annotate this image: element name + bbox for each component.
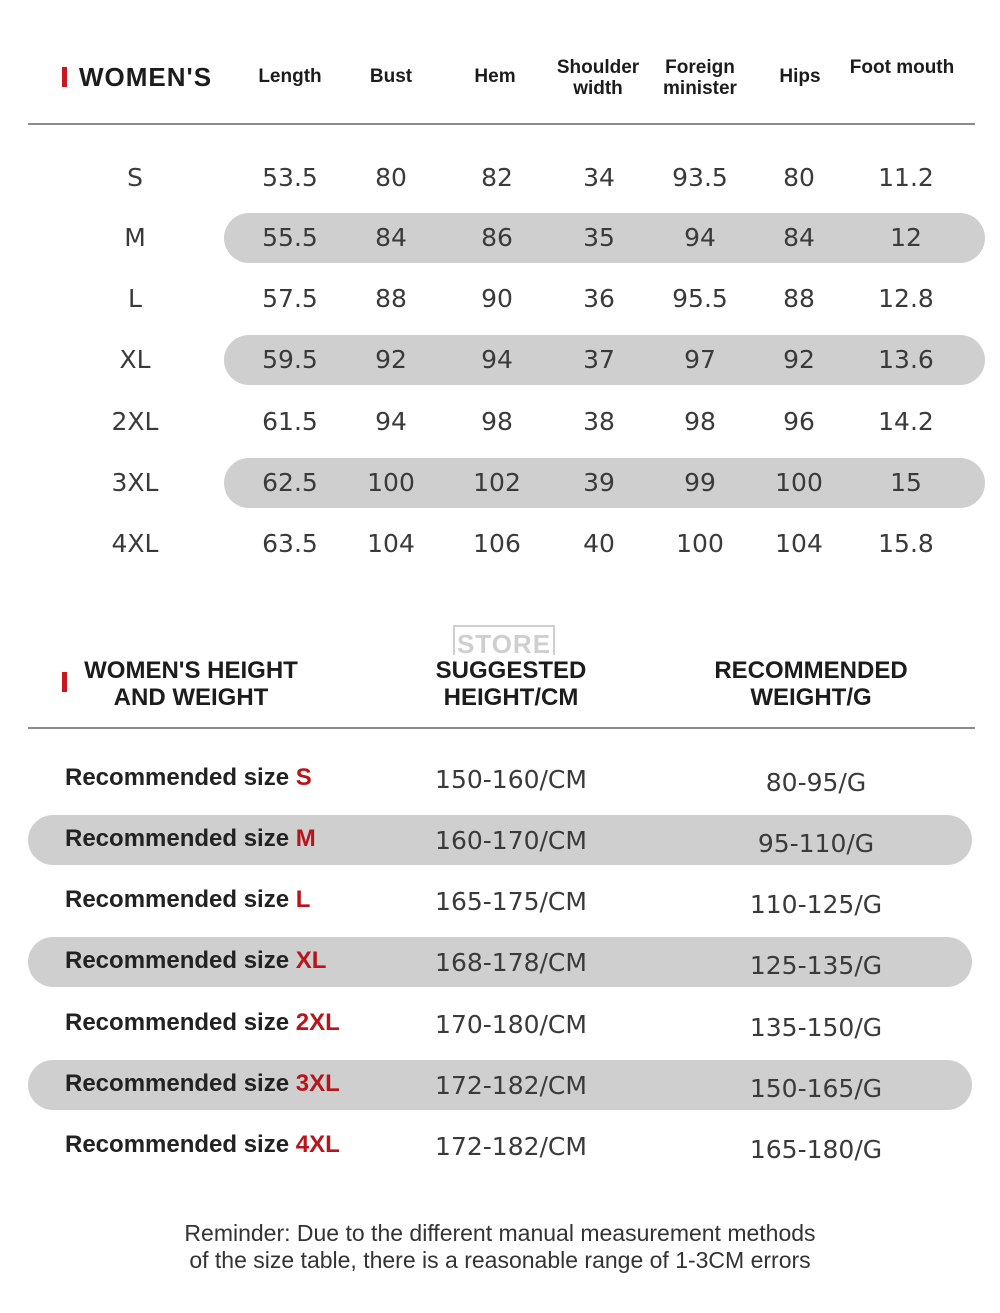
- measurement-cell: 39: [583, 468, 615, 497]
- title-line: WOMEN'S HEIGHT: [84, 657, 298, 684]
- column-header-hem: [440, 66, 550, 87]
- section-marker: [62, 672, 67, 692]
- measurement-cell: 13.6: [878, 345, 934, 374]
- measurement-cell: 35: [583, 223, 615, 252]
- measurement-cell: 92: [375, 345, 407, 374]
- measurement-cell: 36: [583, 284, 615, 313]
- measurement-cell: 55.5: [262, 223, 318, 252]
- size-cell: XL: [119, 345, 151, 374]
- measurement-cell: 94: [375, 407, 407, 436]
- size-value: 2XL: [295, 1009, 340, 1036]
- measurement-cell: 15: [890, 468, 922, 497]
- measurement-cell: 84: [375, 223, 407, 252]
- column-header-foreign-minister: [645, 57, 755, 99]
- table-row: [0, 397, 1000, 447]
- column-header-line: SUGGESTED: [435, 657, 587, 684]
- measurement-cell: 98: [481, 407, 513, 436]
- measurement-cell: 102: [473, 468, 521, 497]
- measurement-cell: 61.5: [262, 407, 318, 436]
- reminder-note: [0, 1220, 1000, 1274]
- weight-cell: 125-135/G: [749, 951, 883, 980]
- height-cell: 172-182/CM: [435, 1132, 587, 1161]
- label-prefix: Recommended size: [65, 947, 290, 974]
- table-row: [0, 213, 1000, 263]
- size-table-title: WOMEN'S: [79, 62, 213, 92]
- measurement-cell: 38: [583, 407, 615, 436]
- recommended-size-label: [65, 938, 326, 988]
- measurement-cell: 86: [481, 223, 513, 252]
- measurement-cell: 99: [684, 468, 716, 497]
- measurement-cell: 88: [783, 284, 815, 313]
- table-row: [0, 153, 1000, 203]
- table-row: [0, 1122, 1000, 1172]
- size-value: 3XL: [295, 1070, 340, 1097]
- column-header-bust: [336, 66, 446, 87]
- label-prefix: Recommended size: [65, 1131, 290, 1158]
- measurement-cell: 57.5: [262, 284, 318, 313]
- table-row: [0, 458, 1000, 508]
- store-watermark: STORE: [453, 625, 555, 655]
- table-row: [0, 335, 1000, 385]
- table-row: [0, 1000, 1000, 1050]
- size-cell: L: [128, 284, 142, 313]
- column-header-shoulder-width: [543, 57, 653, 99]
- size-value: L: [295, 886, 311, 913]
- reminder-line: of the size table, there is a reasonable range of 1-3CM errors: [189, 1247, 811, 1273]
- header-divider: [28, 727, 975, 729]
- label-prefix: Recommended size: [65, 1070, 290, 1097]
- table-row: [0, 519, 1000, 569]
- measurement-cell: 90: [481, 284, 513, 313]
- measurement-cell: 40: [583, 529, 615, 558]
- measurement-cell: 84: [783, 223, 815, 252]
- measurement-cell: 80: [375, 163, 407, 192]
- measurement-cell: 59.5: [262, 345, 318, 374]
- recommended-size-label: [65, 1061, 340, 1111]
- weight-cell: 110-125/G: [749, 890, 883, 919]
- label-prefix: Recommended size: [65, 764, 290, 791]
- height-cell: 172-182/CM: [435, 1071, 587, 1100]
- recommended-size-label: [65, 816, 316, 866]
- table-row: [0, 274, 1000, 324]
- column-header-line: RECOMMENDED: [714, 657, 908, 684]
- label-prefix: Recommended size: [65, 825, 290, 852]
- recommended-size-label: [65, 1000, 340, 1050]
- size-cell: S: [127, 163, 143, 192]
- size-cell: 4XL: [111, 529, 159, 558]
- column-header-line: WEIGHT/G: [750, 684, 872, 711]
- measurement-cell: 95.5: [672, 284, 728, 313]
- measurement-cell: 100: [367, 468, 415, 497]
- recommended-size-label: [65, 877, 310, 927]
- measurement-cell: 100: [775, 468, 823, 497]
- measurement-cell: 14.2: [878, 407, 934, 436]
- measurement-cell: 80: [783, 163, 815, 192]
- column-header-line: HEIGHT/CM: [443, 684, 579, 711]
- label-prefix: Recommended size: [65, 886, 290, 913]
- measurement-cell: 104: [775, 529, 823, 558]
- measurement-cell: 34: [583, 163, 615, 192]
- reminder-line: Reminder: Due to the different manual measurement methods: [184, 1220, 816, 1246]
- weight-cell: 135-150/G: [749, 1013, 883, 1042]
- measurement-cell: 15.8: [878, 529, 934, 558]
- column-header-recommended-weight: [701, 657, 921, 711]
- height-cell: 170-180/CM: [435, 1010, 587, 1039]
- measurement-cell: 94: [684, 223, 716, 252]
- measurement-cell: 63.5: [262, 529, 318, 558]
- size-value: M: [295, 825, 316, 852]
- title-line: AND WEIGHT: [113, 684, 269, 711]
- header-divider: [28, 123, 975, 125]
- weight-cell: 150-165/G: [749, 1074, 883, 1103]
- table-row: [0, 1061, 1000, 1111]
- measurement-cell: 100: [676, 529, 724, 558]
- weight-cell: 165-180/G: [749, 1135, 883, 1164]
- measurement-cell: 12.8: [878, 284, 934, 313]
- table-row: [0, 938, 1000, 988]
- column-header-label: Hem: [474, 66, 516, 87]
- height-cell: 165-175/CM: [435, 887, 587, 916]
- measurement-cell: 12: [890, 223, 922, 252]
- column-header-label: Bust: [369, 66, 413, 87]
- measurement-cell: 37: [583, 345, 615, 374]
- measurement-cell: 97: [684, 345, 716, 374]
- height-weight-title: [80, 657, 302, 711]
- label-prefix: Recommended size: [65, 1009, 290, 1036]
- measurement-cell: 94: [481, 345, 513, 374]
- height-cell: 168-178/CM: [435, 948, 587, 977]
- column-header-label: Hips: [779, 66, 821, 87]
- column-header-label: Foreign minister: [663, 57, 737, 99]
- table-row: [0, 816, 1000, 866]
- measurement-cell: 88: [375, 284, 407, 313]
- size-cell: 3XL: [111, 468, 159, 497]
- measurement-cell: 53.5: [262, 163, 318, 192]
- recommended-size-label: [65, 755, 312, 805]
- column-header-foot-mouth: [847, 57, 957, 78]
- measurement-cell: 98: [684, 407, 716, 436]
- measurement-cell: 104: [367, 529, 415, 558]
- column-header-label: Foot mouth: [849, 57, 955, 78]
- column-header-length: [235, 66, 345, 87]
- measurement-cell: 92: [783, 345, 815, 374]
- measurement-cell: 106: [473, 529, 521, 558]
- measurement-cell: 11.2: [878, 163, 934, 192]
- weight-cell: 80-95/G: [765, 768, 867, 797]
- column-header-hips: [745, 66, 855, 87]
- table-row: [0, 877, 1000, 927]
- size-value: XL: [295, 947, 327, 974]
- size-value: 4XL: [295, 1131, 340, 1158]
- column-header-label: Length: [258, 66, 322, 87]
- column-header-suggested-height: [411, 657, 611, 711]
- height-cell: 150-160/CM: [435, 765, 587, 794]
- measurement-cell: 93.5: [672, 163, 728, 192]
- weight-cell: 95-110/G: [757, 829, 875, 858]
- recommended-size-label: [65, 1122, 340, 1172]
- size-cell: M: [124, 223, 146, 252]
- column-header-label: Shoulder width: [556, 57, 640, 99]
- measurement-cell: 62.5: [262, 468, 318, 497]
- size-cell: 2XL: [111, 407, 159, 436]
- measurement-cell: 82: [481, 163, 513, 192]
- table-row: [0, 755, 1000, 805]
- measurement-cell: 96: [783, 407, 815, 436]
- section-marker: [62, 67, 67, 87]
- size-value: S: [295, 764, 312, 791]
- height-cell: 160-170/CM: [435, 826, 587, 855]
